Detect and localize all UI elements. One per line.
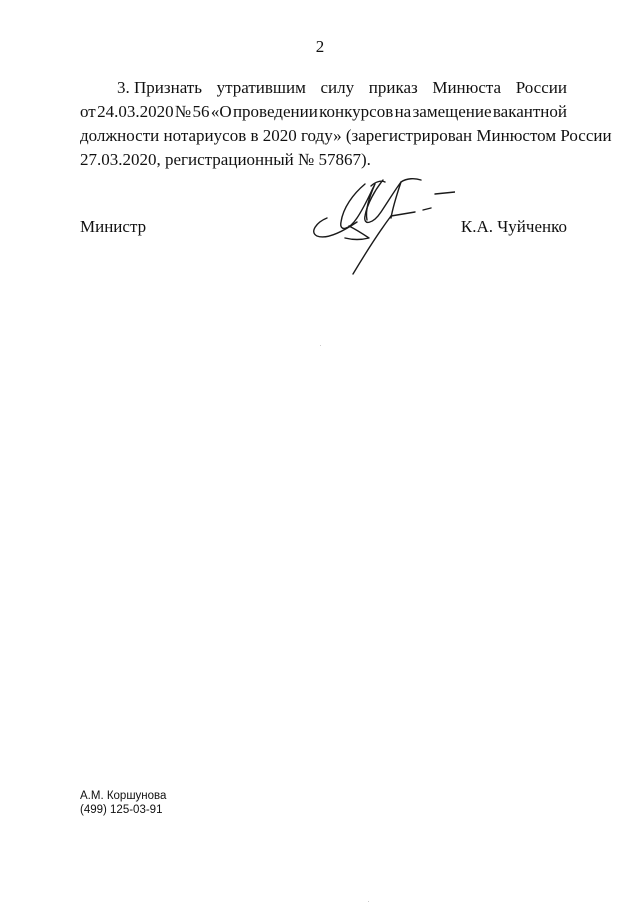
page-number: 2 <box>315 37 325 56</box>
signer-title: Министр <box>80 217 147 236</box>
paragraph-line-4: 27.03.2020, регистрационный № 57867). <box>80 150 371 169</box>
word: № <box>174 102 192 121</box>
scan-speck <box>368 901 369 902</box>
paragraph-line-2 <box>80 100 567 124</box>
word: России <box>515 78 567 97</box>
word: силу <box>320 78 355 97</box>
paragraph-line-3: должности нотариусов в 2020 году» (зарегистрирован Минюстом России <box>80 126 612 145</box>
word: Минюста <box>432 78 502 97</box>
scan-speck <box>320 345 321 346</box>
word: «О <box>210 102 232 121</box>
word: 24.03.2020 <box>97 102 174 121</box>
word: 3. Признать <box>117 78 202 97</box>
word: вакантной <box>492 102 567 121</box>
word: от <box>80 102 96 121</box>
contact-name: А.М. Коршунова <box>80 790 167 802</box>
word: 56 <box>192 102 210 121</box>
footer-contact <box>80 789 166 817</box>
word: на <box>394 102 412 121</box>
body-paragraph <box>80 76 612 172</box>
signer-name: К.А. Чуйченко <box>460 217 567 236</box>
word: утратившим <box>216 78 306 97</box>
word: проведении <box>232 102 318 121</box>
word: конкурсов <box>319 102 394 121</box>
word: замещение <box>412 102 492 121</box>
word: приказ <box>368 78 418 97</box>
contact-phone: (499) 125-03-91 <box>80 804 163 816</box>
handwritten-signature <box>305 170 455 280</box>
paragraph-line-1 <box>80 76 567 100</box>
